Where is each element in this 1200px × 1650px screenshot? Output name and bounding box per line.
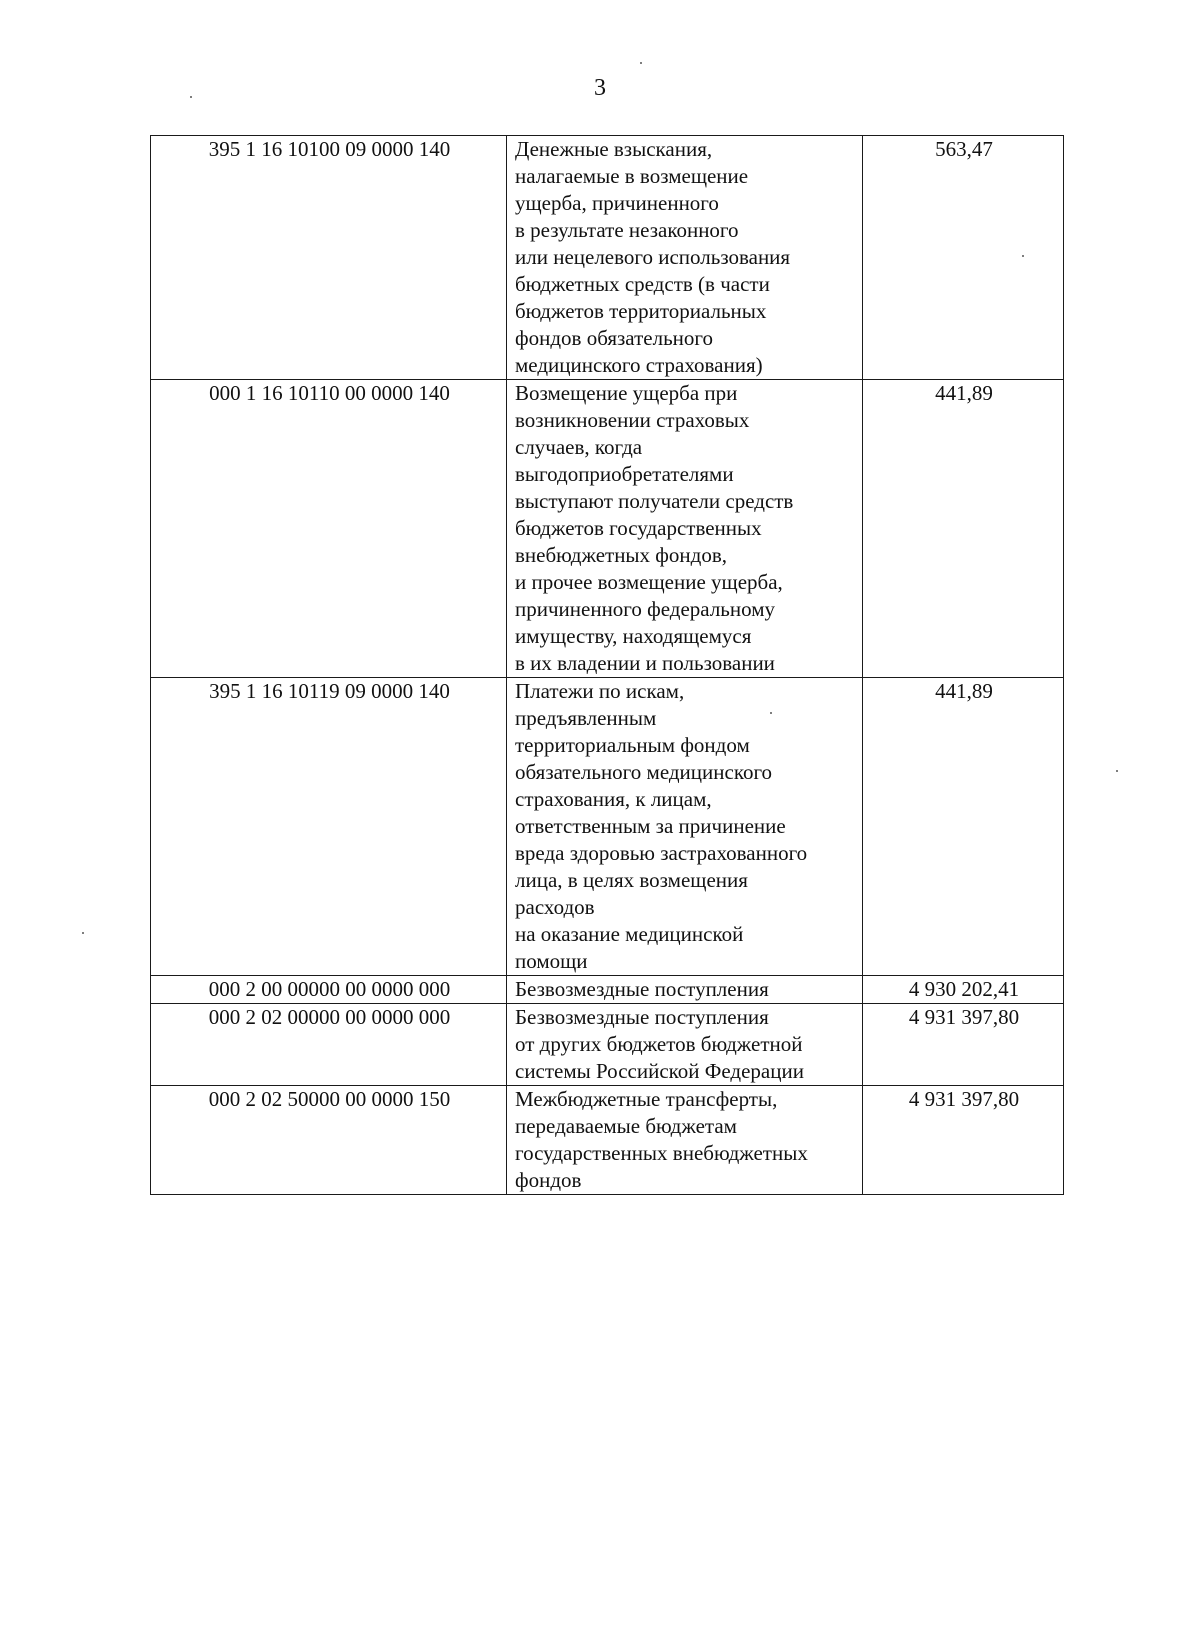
revenue-name-line: обязательного медицинского (515, 760, 773, 784)
revenue-name (507, 678, 863, 976)
revenue-name-line: бюджетов государственных (515, 516, 762, 540)
revenue-name-line: в результате незаконного (515, 218, 739, 242)
scan-speck (640, 62, 642, 64)
revenue-name-line: страхования, к лицам, (515, 787, 712, 811)
revenue-name-line: внебюджетных фондов, (515, 543, 727, 567)
table-row (151, 1004, 1064, 1086)
budget-classification-code: 395 1 16 10100 09 0000 140 (151, 136, 507, 380)
page-number: 3 (594, 75, 606, 101)
revenue-name-line: причиненного федеральному (515, 597, 775, 621)
revenue-name-line: или нецелевого использования (515, 245, 791, 269)
revenue-name-line: налагаемые в возмещение (515, 164, 749, 188)
amount: 4 931 397,80 (863, 1086, 1064, 1195)
revenue-name-line: в их владении и пользовании (515, 651, 775, 675)
budget-classification-code: 000 1 16 10110 00 0000 140 (151, 380, 507, 678)
amount: 441,89 (863, 678, 1064, 976)
revenue-name-line: расходов (515, 895, 595, 919)
revenue-name-line: помощи (515, 949, 588, 973)
revenue-name-line: вреда здоровью застрахованного (515, 841, 808, 865)
revenue-name-line: фондов обязательного (515, 326, 713, 350)
revenue-name-line: фондов (515, 1168, 582, 1192)
revenue-name-line: ответственным за причинение (515, 814, 786, 838)
revenue-name-line: Возмещение ущерба при (515, 381, 738, 405)
scan-speck (190, 96, 192, 98)
budget-revenue-table (150, 135, 1064, 1195)
amount: 563,47 (863, 136, 1064, 380)
revenue-name-line: ущерба, причиненного (515, 191, 719, 215)
revenue-name-line: территориальным фондом (515, 733, 750, 757)
revenue-name-line: Безвозмездные поступления (515, 1005, 769, 1029)
revenue-name-line: на оказание медицинской (515, 922, 744, 946)
revenue-name-line: и прочее возмещение ущерба, (515, 570, 783, 594)
budget-classification-code: 000 2 00 00000 00 0000 000 (151, 976, 507, 1004)
revenue-name-line: случаев, когда (515, 435, 643, 459)
revenue-name-line: государственных внебюджетных (515, 1141, 808, 1165)
revenue-name (507, 1004, 863, 1086)
scan-speck (1116, 770, 1118, 772)
revenue-name (507, 976, 863, 1004)
revenue-name-line: Платежи по искам, (515, 679, 685, 703)
table-body (151, 136, 1064, 1195)
table-row (151, 136, 1064, 380)
revenue-name-line: выступают получатели средств (515, 489, 794, 513)
revenue-name-line: выгодоприобретателями (515, 462, 734, 486)
revenue-name-line: возникновении страховых (515, 408, 750, 432)
table-row (151, 678, 1064, 976)
amount: 4 931 397,80 (863, 1004, 1064, 1086)
scan-speck (82, 932, 84, 934)
revenue-name (507, 1086, 863, 1195)
revenue-name-line: бюджетных средств (в части (515, 272, 770, 296)
table-row (151, 380, 1064, 678)
amount: 4 930 202,41 (863, 976, 1064, 1004)
budget-classification-code: 000 2 02 00000 00 0000 000 (151, 1004, 507, 1086)
budget-classification-code: 395 1 16 10119 09 0000 140 (151, 678, 507, 976)
scan-speck (770, 712, 772, 714)
revenue-name-line: бюджетов территориальных (515, 299, 767, 323)
revenue-name-line: имуществу, находящемуся (515, 624, 752, 648)
revenue-name (507, 136, 863, 380)
revenue-name-line: Денежные взыскания, (515, 137, 713, 161)
revenue-name-line: лица, в целях возмещения (515, 868, 748, 892)
table-row (151, 1086, 1064, 1195)
revenue-name-line: медицинского страхования) (515, 353, 763, 377)
revenue-name-line: от других бюджетов бюджетной (515, 1032, 803, 1056)
table-row (151, 976, 1064, 1004)
revenue-name-line: Межбюджетные трансферты, (515, 1087, 778, 1111)
revenue-name-line: системы Российской Федерации (515, 1059, 804, 1083)
revenue-name (507, 380, 863, 678)
amount: 441,89 (863, 380, 1064, 678)
budget-classification-code: 000 2 02 50000 00 0000 150 (151, 1086, 507, 1195)
revenue-name-line: предъявленным (515, 706, 657, 730)
scan-speck (1022, 255, 1024, 257)
revenue-name-line: Безвозмездные поступления (515, 977, 769, 1001)
revenue-name-line: передаваемые бюджетам (515, 1114, 737, 1138)
